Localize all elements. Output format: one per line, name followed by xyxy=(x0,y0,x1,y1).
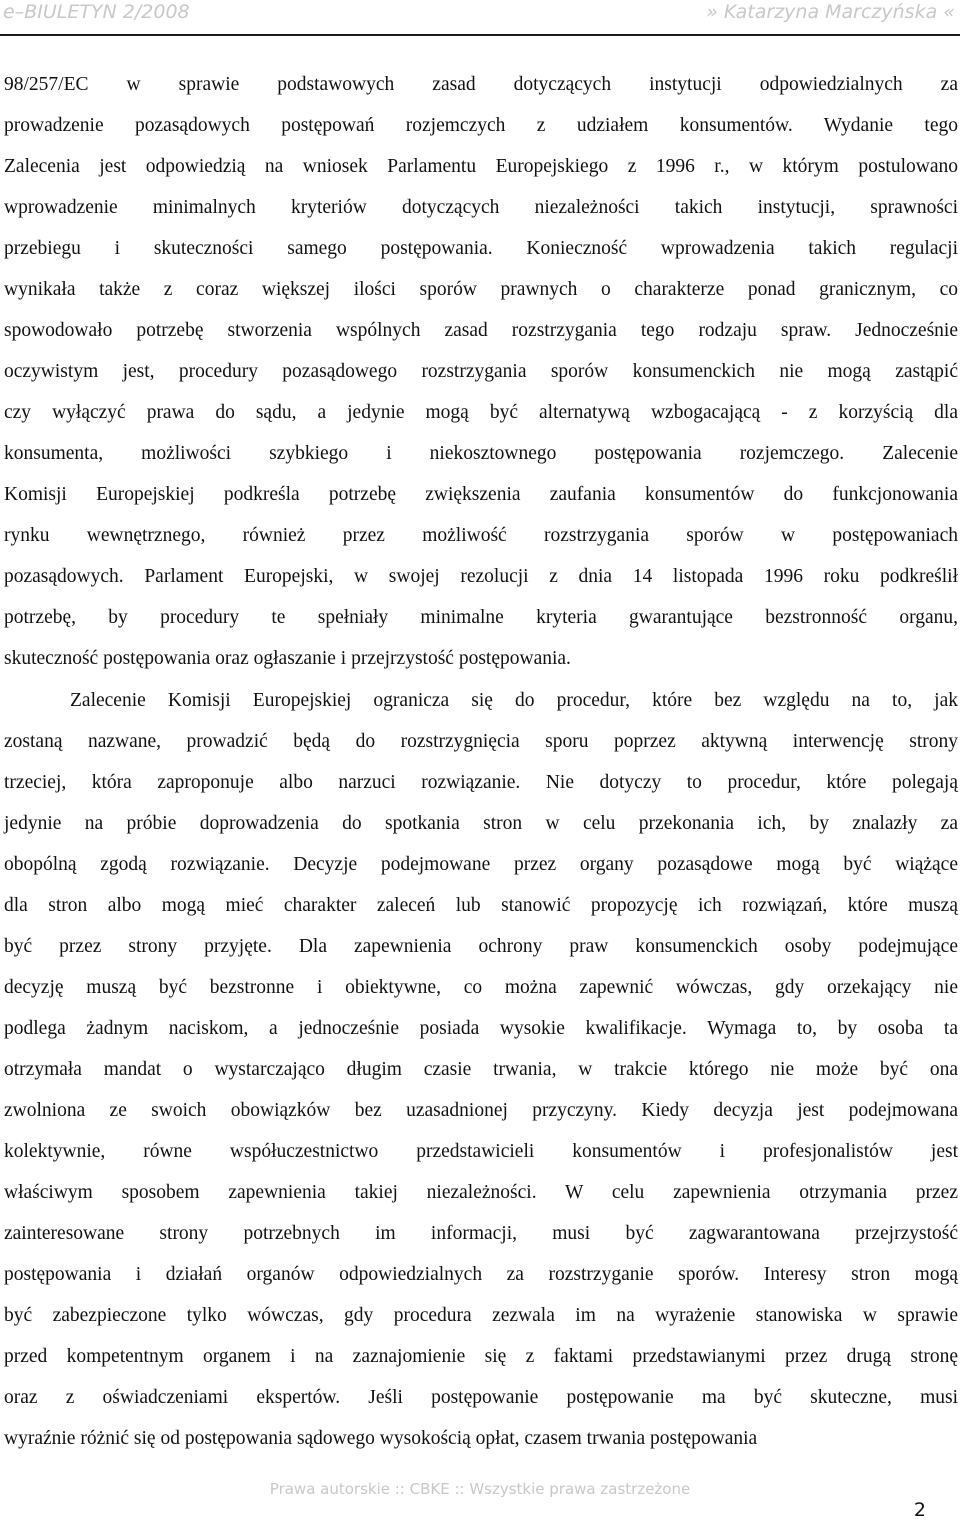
text-line: czy wyłączyć prawa do sądu, a jedynie mogą być alternatywą wzbogacającą - z korzyścią dla xyxy=(4,402,958,423)
text-line: właściwym sposobem zapewnienia takiej niezależności. W celu zapewnienia otrzymania przez xyxy=(4,1182,958,1203)
text-line: Zalecenie Komisji Europejskiej ogranicza się do procedur, które bez względu na to, jak xyxy=(70,690,958,711)
text-line: zostaną nazwane, prowadzić będą do rozstrzygnięcia sporu poprzez aktywną interwencję strony xyxy=(4,731,958,752)
text-line: spowodowało potrzebę stworzenia wspólnych zasad rozstrzygania tego rodzaju spraw. Jednocześnie xyxy=(4,320,958,341)
text-line: 98/257/EC w sprawie podstawowych zasad dotyczących instytucji odpowiedzialnych za xyxy=(4,74,958,95)
text-line: trzeciej, która zaproponuje albo narzuci rozwiązanie. Nie dotyczy to procedur, które polegają xyxy=(4,772,958,793)
text-line: oczywistym jest, procedury pozasądowego rozstrzygania sporów konsumenckich nie mogą zastąpić xyxy=(4,361,958,382)
text-line: obopólną zgodą rozwiązanie. Decyzje podejmowane przez organy pozasądowe mogą być wiążące xyxy=(4,854,958,875)
text-line: rynku wewnętrznego, również przez możliwość rozstrzygania sporów w postępowaniach xyxy=(4,525,958,546)
text-line: pozasądowych. Parlament Europejski, w swojej rezolucji z dnia 14 listopada 1996 roku podkreślił xyxy=(4,566,958,587)
text-line: potrzebę, by procedury te spełniały minimalne kryteria gwarantujące bezstronność organu, xyxy=(4,607,958,628)
text-line: oraz z oświadczeniami ekspertów. Jeśli postępowanie postępowanie ma być skuteczne, musi xyxy=(4,1387,958,1408)
copyright-notice: Prawa autorskie :: CBKE :: Wszystkie prawa zastrzeżone xyxy=(269,1480,691,1498)
text-line: wyraźnie różnić się od postępowania sądowego wysokością opłat, czasem trwania postępowania xyxy=(4,1428,758,1449)
text-line: być zabezpieczone tylko wówczas, gdy procedura zezwala im na wyrażenie stanowiska w sprawie xyxy=(4,1305,958,1326)
page-number: 2 xyxy=(913,1499,926,1521)
text-line: zainteresowane strony potrzebnych im informacji, musi być zagwarantowana przejrzystość xyxy=(4,1223,958,1244)
text-line: Zalecenia jest odpowiedzią na wniosek Parlamentu Europejskiego z 1996 r., w którym postulowano xyxy=(4,156,958,177)
paragraph xyxy=(4,680,958,1459)
text-line: zwolniona ze swoich obowiązków bez uzasadnionej przyczyny. Kiedy decyzja jest podejmowana xyxy=(4,1100,958,1121)
text-line: wynikała także z coraz większej ilości sporów prawnych o charakterze ponad granicznym, co xyxy=(4,279,958,300)
text-line: Komisji Europejskiej podkreśla potrzebę zwiększenia zaufania konsumentów do funkcjonowania xyxy=(4,484,958,505)
text-line: postępowania i działań organów odpowiedzialnych za rozstrzyganie sporów. Interesy stron mogą xyxy=(4,1264,958,1285)
text-line: przebiegu i skuteczności samego postępowania. Konieczność wprowadzenia takich regulacji xyxy=(4,238,958,259)
text-line: być przez strony przyjęte. Dla zapewnienia ochrony praw konsumenckich osoby podejmujące xyxy=(4,936,958,957)
text-line: podlega żadnym naciskom, a jednocześnie posiada wysokie kwalifikacje. Wymaga to, by osoba ta xyxy=(4,1018,958,1039)
paragraph xyxy=(4,64,958,679)
header-divider xyxy=(0,34,960,36)
author-name: » Katarzyna Marczyńska « xyxy=(706,1,955,23)
text-line: dla stron albo mogą mieć charakter zaleceń lub stanowić propozycję ich rozwiązań, które muszą xyxy=(4,895,958,916)
text-line: wprowadzenie minimalnych kryteriów dotyczących niezależności takich instytucji, sprawności xyxy=(4,197,958,218)
text-line: konsumenta, możliwości szybkiego i niekosztownego postępowania rozjemczego. Zalecenie xyxy=(4,443,958,464)
text-line: otrzymała mandat o wystarczająco długim czasie trwania, w trakcie którego nie może być ona xyxy=(4,1059,958,1080)
text-line: przed kompetentnym organem i na zaznajomienie się z faktami przedstawianymi przez drugą stronę xyxy=(4,1346,958,1367)
text-line: kolektywnie, równe współuczestnictwo przedstawicieli konsumentów i profesjonalistów jest xyxy=(4,1141,958,1162)
text-line: prowadzenie pozasądowych postępowań rozjemczych z udziałem konsumentów. Wydanie tego xyxy=(4,115,958,136)
text-line: decyzję muszą być bezstronne i obiektywne, co można zapewnić wówczas, gdy orzekający nie xyxy=(4,977,958,998)
journal-title: e–BIULETYN 2/2008 xyxy=(3,1,190,23)
text-line: jedynie na próbie doprowadzenia do spotkania stron w celu przekonania ich, by znalazły za xyxy=(4,813,958,834)
text-line: skuteczność postępowania oraz ogłaszanie i przejrzystość postępowania. xyxy=(4,648,571,669)
